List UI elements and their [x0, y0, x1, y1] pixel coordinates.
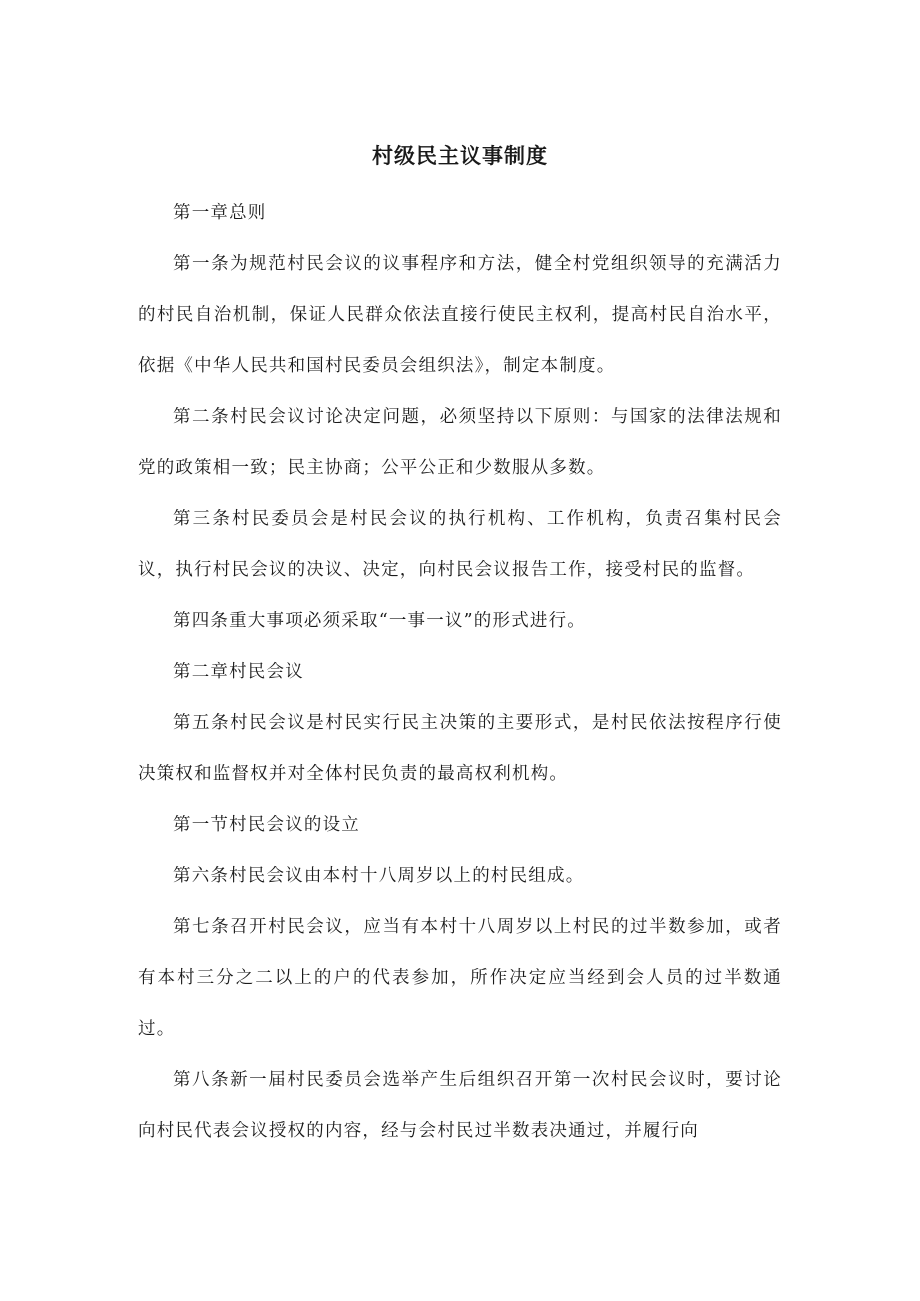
article-8: 第八条新一届村民委员会选举产生后组织召开第一次村民会议时，要讨论向村民代表会议授权的内容，经与会村民过半数表决通过，并履行向 [138, 1070, 782, 1141]
article-6: 第六条村民会议由本村十八周岁以上的村民组成。 [173, 866, 585, 886]
article-4: 第四条重大事项必须采取“一事一议”的形式进行。 [173, 611, 586, 631]
document-title: 村级民主议事制度 [372, 144, 548, 168]
article-3: 第三条村民委员会是村民会议的执行机构、工作机构，负责召集村民会议，执行村民会议的决议、决定，向村民会议报告工作，接受村民的监督。 [138, 509, 782, 580]
article-5: 第五条村民会议是村民实行民主决策的主要形式，是村民依法按程序行使决策权和监督权并对全体村民负责的最高权利机构。 [138, 713, 782, 784]
chapter-heading: 第二章村民会议 [173, 662, 304, 682]
article-7: 第七条召开村民会议，应当有本村十八周岁以上村民的过半数参加，或者有本村三分之二以上的户的代表参加，所作决定应当经到会人员的过半数通过。 [138, 917, 782, 1039]
section-heading: 第一节村民会议的设立 [173, 815, 360, 835]
article-1: 第一条为规范村民会议的议事程序和方法，健全村党组织领导的充满活力的村民自治机制，保证人民群众依法直接行使民主权利，提高村民自治水平，依据《中华人民共和国村民委员会组织法》，制定本制度。 [138, 254, 782, 376]
chapter-heading: 第一章总则 [173, 203, 267, 223]
article-2: 第二条村民会议讨论决定问题，必须坚持以下原则：与国家的法律法规和党的政策相一致；民主协商；公平公正和少数服从多数。 [138, 407, 782, 478]
